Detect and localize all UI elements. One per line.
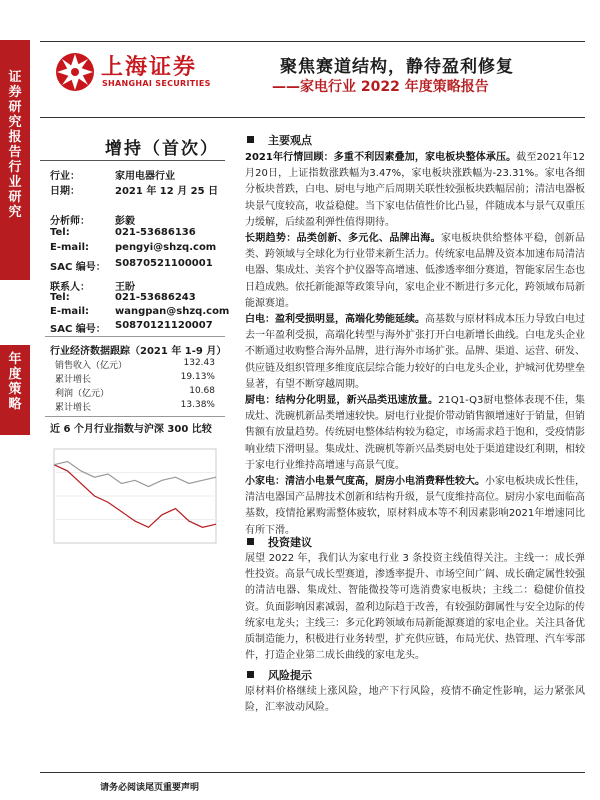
info-label: Tel: [50,292,70,303]
section-heading-risk [247,667,312,683]
section-title: 风险提示 [268,669,312,682]
paragraph-body: 高基数与原材料成本压力导致白电过去一年盈利受损，高端化转型与海外扩张打开白电新增长曲线。白电龙头企业不断通过收购整合海外品牌，进行海外市场扩张。品牌、渠道、运营、研发、供应链及组织管理多维度底层综合能力较好的白电龙头企业，护城河优势壁垒显著，有望不断穿越周期。 [245,314,585,390]
footer-rule [40,772,585,773]
tracking-title: 行业经济数据跟踪（2021 年 1-9 月） [50,346,227,357]
page-subtitle: ——家电行业 2022 年度策略报告 [272,79,489,95]
info-label: SAC 编号： [50,324,106,335]
logo-name-en: SHANGHAI SECURITIES [102,79,211,88]
paragraph-body: 家电板块供给整体平稳，创新品类、跨领域与全球化为行业带来新生活力。传统家电品牌及资本加速布局清洁电器、集成灶、美容个护仪器等高增速、低渗透率细分赛道，智能家居生态也日趋成熟。依托新能源等政策导向，家电企业不断进行多元化，跨领域布局新能源赛道。 [245,233,585,309]
header-rule [40,117,585,118]
section-title: 主要观点 [268,134,312,147]
paragraph-lead: 厨电：结构分化明显，新兴品类迅速放量。 [245,395,439,406]
chart-series-line-1 [54,462,216,487]
tracking-label: 累计增长 [55,403,92,413]
info-label: E-mail: [50,306,90,317]
paragraph-risk [245,684,585,716]
section-bullet-icon [247,538,254,545]
info-value: 彭毅 [115,216,135,227]
chart-title: 近 6 个月行业指数与沪深 300 比较 [50,424,212,435]
logo-mark-icon [55,52,95,92]
tracking-label: 累计增长 [55,375,92,385]
paragraph-lead: 2021年行情回顾：多重不利因素叠加，家电板块整体承压。 [245,152,517,163]
paragraph-investment [245,551,585,664]
paragraph-review [245,150,585,231]
info-value: S0870521100001 [115,258,213,269]
paragraph-body: 小家电板块成长性佳，清洁电器国产品牌技术创新和结构升级，景气度维持高位。厨房小家电面临高基数，疫情抢累购需整体疲软，原材料成本等不利因素影响2021年增速同比有所下滑。 [245,476,585,536]
paragraph-body: 21Q1-Q3厨电整体表现不佳，集成灶、洗碗机新品类增速较快。厨电行业提价带动销售额增速好于销量，但销售额有放量趋势。传统厨电整体结构较为稳定，市场需求趋于饱和，受疫情影响业绩下滑明显。集成灶、洗碗机等新兴品类厨电处于渠道建设红利期，相较于家电行业维持高增速与高景气度。 [245,395,586,471]
info-label: 分析师： [50,216,90,227]
tracking-row [55,400,215,414]
info-value[interactable]: wangpan@shzq.com [115,306,230,317]
paragraph-lead: 长期趋势：品类创新、多元化、品牌出海。 [245,233,441,244]
rating: 增持（首次） [105,139,219,159]
tracking-value: 13.38% [180,400,215,410]
rating-rule [40,160,225,161]
info-label: Tel: [50,227,70,238]
info-value: 2021 年 12 月 25 日 [115,186,219,197]
info-label: 联系人： [50,282,90,293]
paragraph-body: 截至2021年12月20日，上证指数涨跌幅为3.47%，家电板块涨跌幅为-23.31%。家电各细分板块普跌，白电、厨电与地产后周期关联性较强板块跌幅居前；清洁电器板块景气度较高，收益稳健。当下家电估值性价比凸显，伴随成本与景气双重压力缓解，后续盈利弹性值得期待。 [245,152,585,228]
tracking-value: 132.43 [183,358,215,368]
info-rule [45,336,225,337]
paragraph-small-appliance [245,474,585,539]
info-label: 日期： [50,186,80,197]
side-label-strategy: 年度策略 [8,352,22,412]
section-heading-investment [247,534,312,550]
tracking-value: 10.68 [189,386,215,396]
page-title: 聚焦赛道结构，静待盈利修复 [280,57,514,77]
section-bullet-icon [247,671,254,678]
paragraph-body: 原材料价格继续上涨风险，地产下行风险，疫情不确定性影响，运力紧张风险，汇率波动风险。 [245,686,585,714]
section-heading-main-points [247,132,312,148]
paragraph-lead: 小家电：清洁小电景气度高，厨房小电消费释性较大。 [245,476,485,487]
info-value[interactable]: pengyi@shzq.com [115,242,217,253]
paragraph-long-term [245,231,585,312]
info-label: E-mail: [50,242,90,253]
section-title: 投资建议 [268,536,312,549]
info-value: 021-53686243 [115,292,196,303]
footer-disclaimer: 请务必阅读尾页重要声明 [100,783,200,793]
info-value: S0870121120007 [115,320,213,331]
info-value: 021-53686136 [115,227,196,238]
logo-name-cn: 上海证券 [101,55,198,80]
company-logo [55,50,225,100]
section-bullet-icon [247,136,254,143]
paragraph-body: 展望 2022 年，我们认为家电行业 3 条投资主线值得关注。主线一：成长弹性投资。高景气成长型赛道，渗透率提升、市场空间广阔、成长确定属性较强的清洁电器、集成灶、智能微投等可选消费家电板块；主线二：稳健价值投资。负面影响因素减弱，盈利边际趋于改善，有较强防御属性与安全边际的传统家电龙头；主线三：多元化跨领域布局新能源赛道的家电企业。关注具备优质制造能力，积极进行业务转型，扩充供应链，布局光伏、热管理、汽车零部件，打造企业第二成长曲线的家电龙头。 [245,553,585,662]
paragraph-kitchen [245,393,585,474]
info-label: SAC 编号： [50,262,106,273]
paragraph-lead: 白电：盈利受损明显，高端化势能延续。 [245,314,425,325]
tracking-label: 利润（亿元） [55,389,110,399]
info-label: 行业： [50,171,80,182]
top-rule [40,41,585,42]
index-comparison-chart [50,438,220,558]
info-value: 家用电器行业 [115,171,175,182]
tracking-row [55,386,215,400]
tracking-row [55,358,215,372]
tracking-rule [45,416,225,417]
info-value: 王盼 [115,282,135,293]
tracking-label: 销售收入（亿元） [55,361,128,371]
tracking-value: 19.13% [180,372,215,382]
side-label-report-type: 证券研究报告 行业研究 [8,70,22,220]
paragraph-white-goods [245,312,585,393]
tracking-row [55,372,215,386]
